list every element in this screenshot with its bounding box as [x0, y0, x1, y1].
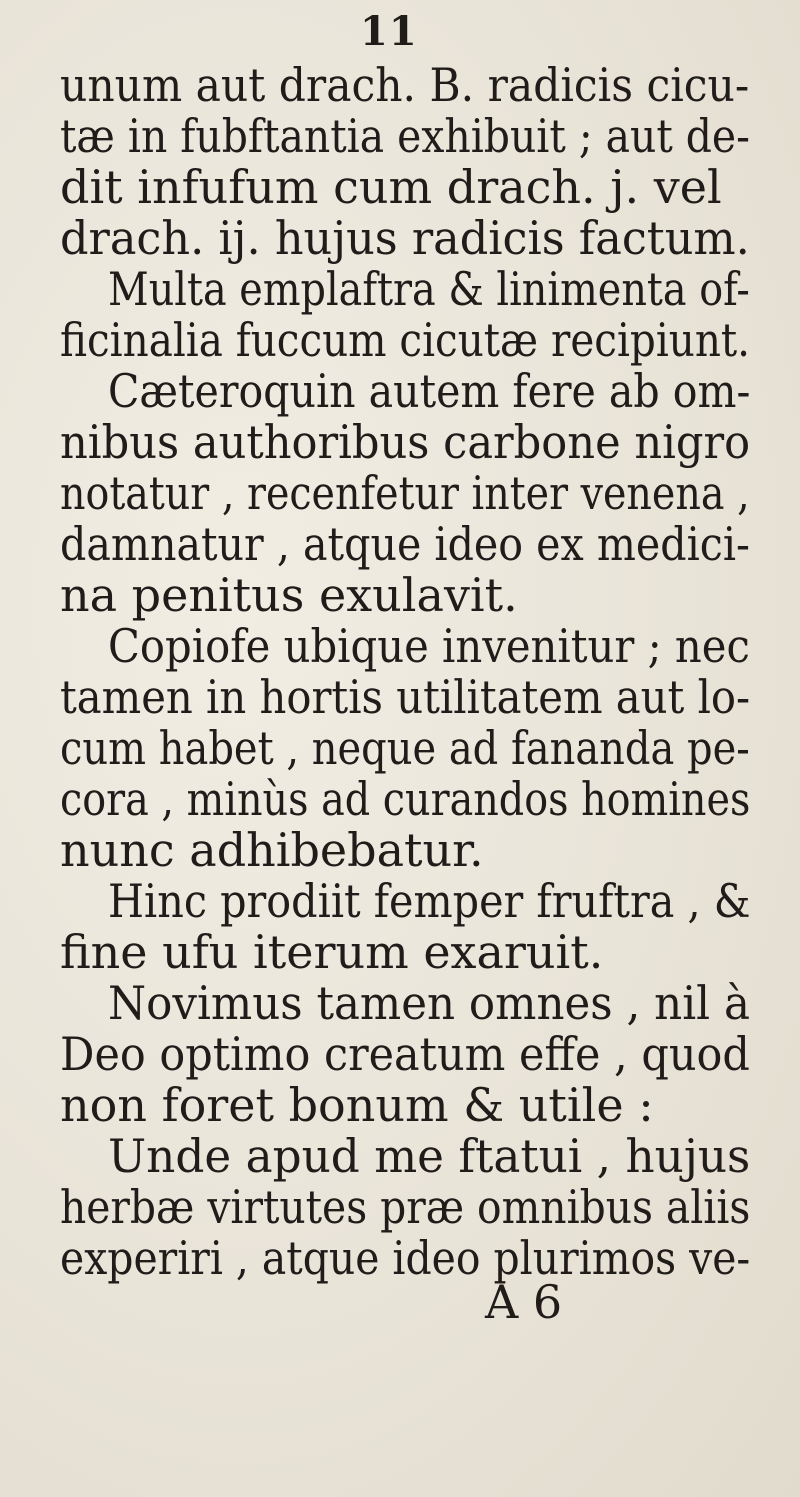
text-line: na penitus exulavit.	[60, 568, 518, 622]
text-line: herbæ virtutes præ omnibus aliis	[60, 1180, 751, 1234]
text-line: Hinc prodiit femper fruftra , &	[108, 874, 751, 928]
catchword-signature: A 6	[485, 1275, 563, 1329]
page-number: 11	[360, 8, 418, 55]
text-line: Unde apud me ftatui , hujus	[108, 1129, 751, 1183]
text-line: non foret bonum & utile :	[60, 1078, 654, 1132]
text-line: cum habet , neque ad fananda pe-	[60, 721, 750, 775]
text-line: nibus authoribus carbone nigro	[60, 415, 751, 469]
text-line: damnatur , atque ideo ex medici-	[60, 517, 750, 571]
text-line: nunc adhibebatur.	[60, 823, 484, 877]
text-line: Deo optimo creatum effe , quod	[60, 1027, 750, 1081]
text-line: notatur , recenfetur inter venena ,	[60, 466, 750, 520]
text-line: Multa emplaftra & linimenta of-	[108, 262, 750, 316]
text-line: tamen in hortis utilitatem aut lo-	[60, 670, 751, 724]
text-line: fine ufu iterum exaruit.	[60, 925, 604, 979]
text-line: experiri , atque ideo plurimos ve-	[60, 1231, 751, 1285]
text-line: drach. ij. hujus radicis factum.	[60, 211, 750, 265]
text-line: tæ in fubftantia exhibuit ; aut de-	[60, 109, 750, 163]
text-line: unum aut drach. B. radicis cicu-	[60, 58, 750, 112]
text-line: Novimus tamen omnes , nil à	[108, 976, 750, 1030]
text-line: dit infufum cum drach. j. vel	[60, 160, 722, 214]
text-line: Copiofe ubique invenitur ; nec	[108, 619, 750, 673]
text-line: ficinalia fuccum cicutæ recipiunt.	[60, 313, 751, 367]
text-line: cora , minùs ad curandos homines	[60, 772, 751, 826]
text-line: Cæteroquin autem fere ab om-	[108, 364, 751, 418]
